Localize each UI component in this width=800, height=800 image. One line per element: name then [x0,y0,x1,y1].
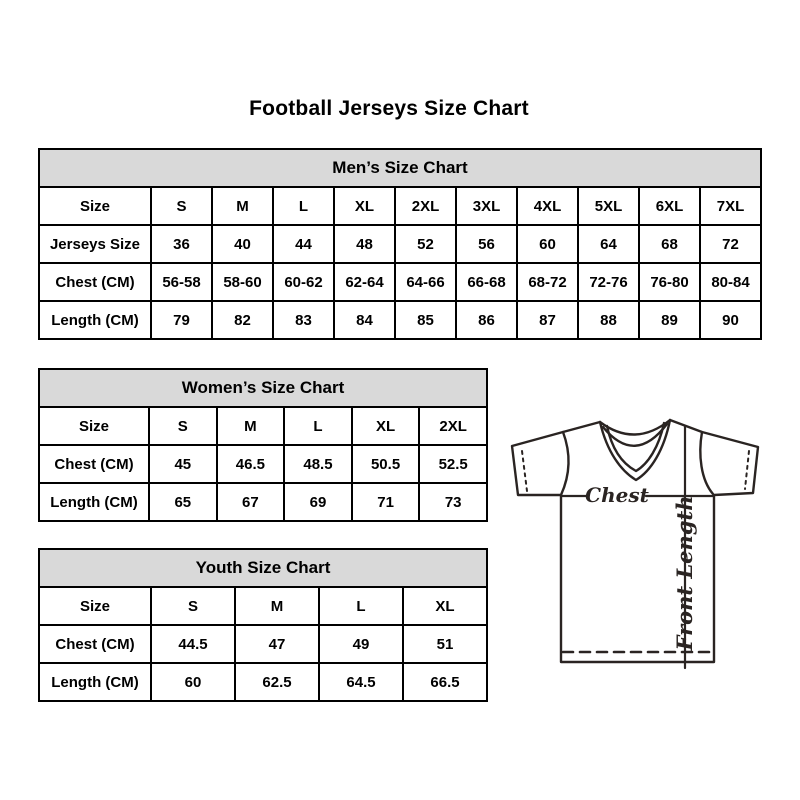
value-cell: XL [334,187,395,225]
value-cell: 66-68 [456,263,517,301]
left-armhole-seam [561,432,569,495]
value-cell: M [212,187,273,225]
value-cell: L [284,407,352,445]
value-cell: 66.5 [403,663,487,701]
value-cell: 90 [700,301,761,339]
right-cuff-stitch [745,451,749,489]
right-armhole-seam [700,432,713,494]
chest-label: Chest [585,483,649,507]
jersey-outline [512,420,758,662]
value-cell: L [273,187,334,225]
value-cell: 80-84 [700,263,761,301]
value-cell: 47 [235,625,319,663]
row-label-cell: Chest (CM) [39,445,149,483]
value-cell: 85 [395,301,456,339]
value-cell: 86 [456,301,517,339]
value-cell: 6XL [639,187,700,225]
row-label-cell: Length (CM) [39,663,151,701]
value-cell: 72-76 [578,263,639,301]
value-cell: 64-66 [395,263,456,301]
value-cell: 83 [273,301,334,339]
value-cell: 4XL [517,187,578,225]
value-cell: 60 [517,225,578,263]
value-cell: 2XL [419,407,487,445]
value-cell: 60 [151,663,235,701]
value-cell: 40 [212,225,273,263]
value-cell: 50.5 [352,445,420,483]
value-cell: 72 [700,225,761,263]
value-cell: 67 [217,483,285,521]
value-cell: 62.5 [235,663,319,701]
value-cell: XL [403,587,487,625]
value-cell: 45 [149,445,217,483]
row-label-cell: Jerseys Size [39,225,151,263]
value-cell: 48.5 [284,445,352,483]
value-cell: 68 [639,225,700,263]
value-cell: 44.5 [151,625,235,663]
value-cell: 2XL [395,187,456,225]
table-row [39,187,761,225]
table-row [39,445,487,483]
value-cell: 58-60 [212,263,273,301]
table-section-header [39,369,487,407]
row-label-cell: Chest (CM) [39,625,151,663]
row-label-cell: Size [39,407,149,445]
value-cell: 36 [151,225,212,263]
value-cell: 44 [273,225,334,263]
table-row [39,263,761,301]
value-cell: 3XL [456,187,517,225]
value-cell: L [319,587,403,625]
value-cell: 87 [517,301,578,339]
value-cell: 62-64 [334,263,395,301]
value-cell: XL [352,407,420,445]
value-cell: 52 [395,225,456,263]
value-cell: S [149,407,217,445]
value-cell: 7XL [700,187,761,225]
value-cell: 52.5 [419,445,487,483]
value-cell: S [151,187,212,225]
value-cell: 56 [456,225,517,263]
value-cell: 89 [639,301,700,339]
womens-size-table [38,368,488,522]
table-row [39,587,487,625]
page-title: Football Jerseys Size Chart [249,97,529,120]
table-row [39,625,487,663]
row-label-cell: Length (CM) [39,301,151,339]
value-cell: 69 [284,483,352,521]
row-label-cell: Size [39,587,151,625]
value-cell: 60-62 [273,263,334,301]
table-section-header [39,549,487,587]
value-cell: 68-72 [517,263,578,301]
value-cell: M [235,587,319,625]
value-cell: 76-80 [639,263,700,301]
value-cell: 82 [212,301,273,339]
value-cell: 56-58 [151,263,212,301]
value-cell: 88 [578,301,639,339]
table-row [39,407,487,445]
youth-table-title: Youth Size Chart [39,549,487,587]
row-label-cell: Size [39,187,151,225]
table-section-header [39,149,761,187]
value-cell: 73 [419,483,487,521]
value-cell: 48 [334,225,395,263]
womens-table-title: Women’s Size Chart [39,369,487,407]
value-cell: 84 [334,301,395,339]
value-cell: 64.5 [319,663,403,701]
front-length-label: Front Length [672,495,697,651]
value-cell: 51 [403,625,487,663]
table-row [39,301,761,339]
value-cell: 49 [319,625,403,663]
value-cell: 65 [149,483,217,521]
value-cell: 46.5 [217,445,285,483]
youth-size-table [38,548,488,702]
row-label-cell: Chest (CM) [39,263,151,301]
value-cell: M [217,407,285,445]
table-row [39,483,487,521]
row-label-cell: Length (CM) [39,483,149,521]
jersey-diagram [495,400,775,690]
table-row [39,663,487,701]
table-row [39,225,761,263]
value-cell: 71 [352,483,420,521]
value-cell: 64 [578,225,639,263]
left-cuff-stitch [522,451,527,491]
value-cell: S [151,587,235,625]
mens-table-title: Men’s Size Chart [39,149,761,187]
mens-size-table [38,148,762,340]
value-cell: 5XL [578,187,639,225]
value-cell: 79 [151,301,212,339]
